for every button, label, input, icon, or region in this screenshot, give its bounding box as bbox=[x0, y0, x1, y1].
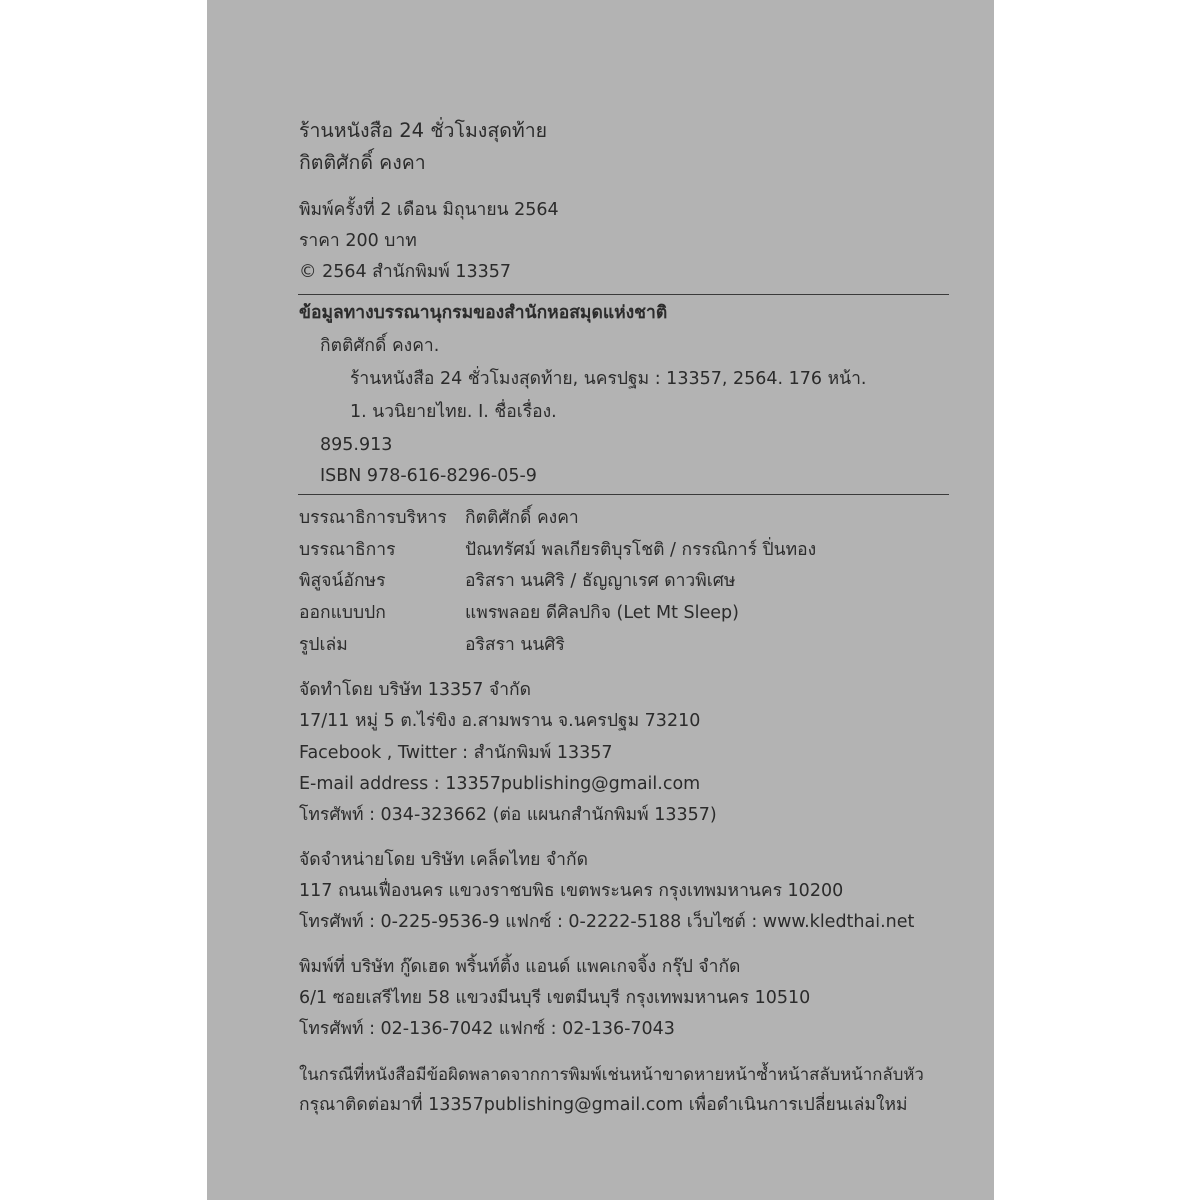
producer-email: E-mail address : 13357publishing@gmail.com bbox=[299, 774, 701, 794]
producer-social: Facebook , Twitter : สำนักพิมพ์ 13357 bbox=[299, 743, 613, 763]
producer-phone: โทรศัพท์ : 034-323662 (ต่อ แผนกสำนักพิมพ์ 13357) bbox=[299, 805, 717, 825]
cip-heading: ข้อมูลทางบรรณานุกรมของสำนักหอสมุดแห่งชาติ bbox=[299, 303, 668, 323]
printer-company: พิมพ์ที่ บริษัท กู๊ดเฮด พริ้นท์ติ้ง แอนด์ แพคเกจจิ้ง กรุ๊ป จำกัด bbox=[299, 957, 741, 977]
cip-subjects: 1. นวนิยายไทย. I. ชื่อเรื่อง. bbox=[350, 402, 557, 422]
credit-name: กิตติศักดิ์ คงคา bbox=[465, 508, 579, 528]
credit-role: ออกแบบปก bbox=[299, 603, 386, 623]
divider-top bbox=[298, 294, 949, 295]
copyright-page bbox=[207, 0, 994, 1200]
isbn: ISBN 978-616-8296-05-9 bbox=[320, 466, 537, 486]
printer-address: 6/1 ซอยเสรีไทย 58 แขวงมีนบุรี เขตมีนบุรี กรุงเทพมหานคร 10510 bbox=[299, 988, 811, 1008]
copyright-notice: © 2564 สำนักพิมพ์ 13357 bbox=[299, 262, 512, 282]
misprint-notice-line1: ในกรณีที่หนังสือมีข้อผิดพลาดจากการพิมพ์เช่นหน้าขาดหายหน้าซ้ำหน้าสลับหน้ากลับหัว bbox=[299, 1064, 924, 1084]
producer-address: 17/11 หมู่ 5 ต.ไร่ขิง อ.สามพราน จ.นครปฐม 73210 bbox=[299, 711, 701, 731]
price-info: ราคา 200 บาท bbox=[299, 231, 417, 251]
distributor-company: จัดจำหน่ายโดย บริษัท เคล็ดไทย จำกัด bbox=[299, 850, 588, 870]
credit-role: บรรณาธิการบริหาร bbox=[299, 508, 447, 528]
credit-row bbox=[299, 637, 919, 661]
producer-company: จัดทำโดย บริษัท 13357 จำกัด bbox=[299, 680, 531, 700]
credit-role: รูปเล่ม bbox=[299, 635, 348, 655]
author-name: กิตติศักดิ์ คงคา bbox=[299, 151, 426, 174]
credit-name: ปัณทรัศม์ พลเกียรติบุรโชติ / กรรณิการ์ ปิ่นทอง bbox=[465, 540, 817, 560]
credit-role: พิสูจน์อักษร bbox=[299, 571, 386, 591]
cip-title-entry: ร้านหนังสือ 24 ชั่วโมงสุดท้าย, นครปฐม : 13357, 2564. 176 หน้า. bbox=[350, 369, 867, 389]
cip-author-entry: กิตติศักดิ์ คงคา. bbox=[320, 336, 440, 356]
credit-row bbox=[299, 605, 919, 629]
credit-name: อริสรา นนศิริ / ธัญญาเรศ ดาวพิเศษ bbox=[465, 571, 736, 591]
misprint-notice-line2: กรุณาติดต่อมาที่ 13357publishing@gmail.com เพื่อดำเนินการเปลี่ยนเล่มใหม่ bbox=[299, 1095, 908, 1115]
cip-classification: 895.913 bbox=[320, 435, 393, 455]
credit-role: บรรณาธิการ bbox=[299, 540, 396, 560]
divider-bottom bbox=[298, 494, 949, 495]
distributor-address: 117 ถนนเฟื่องนคร แขวงราชบพิธ เขตพระนคร กรุงเทพมหานคร 10200 bbox=[299, 881, 844, 901]
credit-name: แพรพลอย ดีศิลปกิจ (Let Mt Sleep) bbox=[465, 603, 739, 623]
credit-row bbox=[299, 573, 919, 597]
book-title: ร้านหนังสือ 24 ชั่วโมงสุดท้าย bbox=[299, 119, 548, 142]
printer-contact: โทรศัพท์ : 02-136-7042 แฟกซ์ : 02-136-7043 bbox=[299, 1019, 675, 1039]
edition-info: พิมพ์ครั้งที่ 2 เดือน มิถุนายน 2564 bbox=[299, 200, 559, 220]
credit-name: อริสรา นนศิริ bbox=[465, 635, 565, 655]
credit-row bbox=[299, 542, 919, 566]
credit-row bbox=[299, 510, 919, 534]
distributor-contact: โทรศัพท์ : 0-225-9536-9 แฟกซ์ : 0-2222-5188 เว็บไซต์ : www.kledthai.net bbox=[299, 912, 915, 932]
